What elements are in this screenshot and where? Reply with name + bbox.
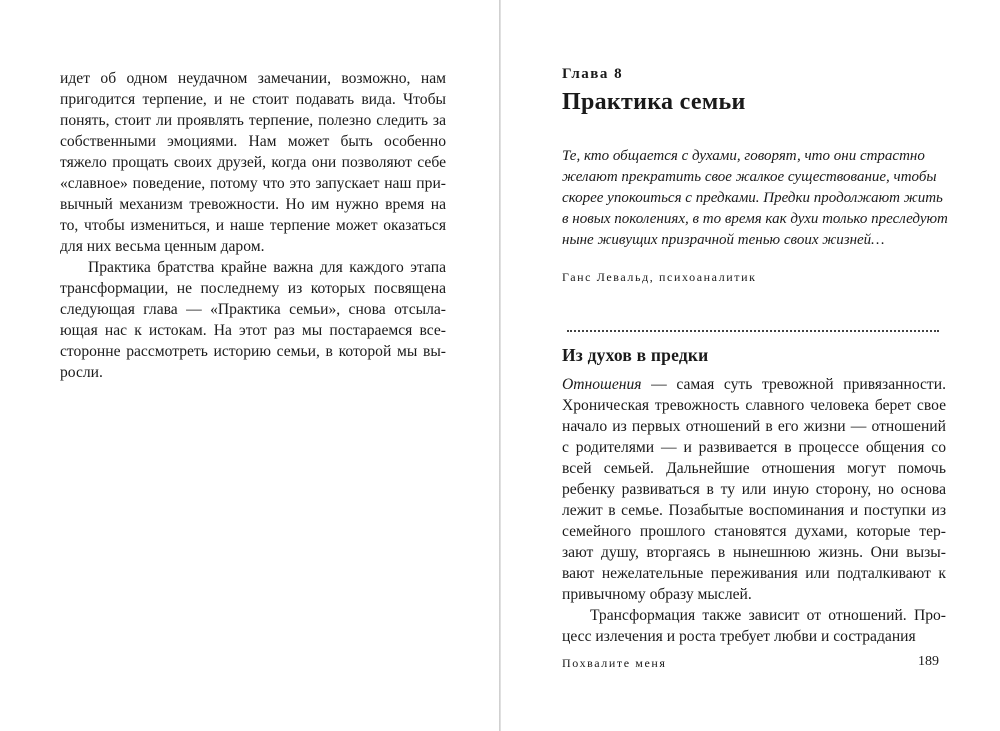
chapter-title: Практика семьи: [562, 89, 746, 115]
right-paragraph-2: Трансформация также зависит от отношений. Процесс излечения и роста требует любви и сострадания: [562, 607, 946, 645]
chapter-label: Глава 8: [562, 66, 624, 82]
left-paragraph-2: Практика братства крайне важна для каждого этапа трансформации, не последнему из которых посвящена следующая глава — «Практика семьи», снова отсылающая нас к истокам. На этот раз мы постараемся всесторонне рассмотреть историю семьи, в которой мы выросли.: [60, 259, 446, 381]
left-page: [0, 0, 499, 731]
section-divider: [567, 330, 939, 332]
running-footer: Похвалите меня: [562, 656, 667, 670]
left-page-text: [60, 68, 446, 383]
right-paragraph-1: [562, 374, 946, 605]
left-paragraph-1: идет об одном неудачном замечании, возможно, нам пригодится терпение, и не стоит подавать вида. Чтобы понять, стоит ли проявлять терпение, полезно следить за собственными эмоциями. Нам может быть особенно тяжело прощать своих друзей, когда они позволяют себе «славное» поведение, потому что это запускает наш привычный механизм тревожности. Но им нужно время на то, чтобы измениться, и наше терпение может оказаться для них весьма ценным даром.: [60, 70, 446, 255]
right-page-text: [562, 374, 946, 647]
epigraph: Те, кто общается с духами, говорят, что они страстно желают прекратить свое жалкое существование, чтобы скорее упокоиться с предками. Предки продолжают жить в новых поколениях, в то время как духи только преследуют ныне живущих призрачной тенью своих жизней…: [562, 148, 948, 248]
emphasis-word: Отношения: [562, 376, 642, 393]
page-number: 189: [918, 654, 939, 669]
section-title: Из духов в предки: [562, 345, 709, 365]
epigraph-author: Ганс Левальд, психоаналитик: [562, 270, 757, 284]
right-page: [501, 0, 1000, 731]
right-paragraph-1-rest: — самая суть тревожной привязанности. Хроническая тревожность славного человека берет свое начало из первых отношений в его жизни — отношений с родителями — и развивается в процессе общения со всей семьей. Дальнейшие отношения могут помочь ребенку развиваться в ту или иную сторону, но основа лежит в семье. Позабытые воспоминания и поступки из семейного прошлого становятся духами, которые терзают душу, вторгаясь в нынешнюю жизнь. Они вызывают нежелательные переживания или подталкивают к привычному образу мыслей.: [562, 376, 946, 603]
